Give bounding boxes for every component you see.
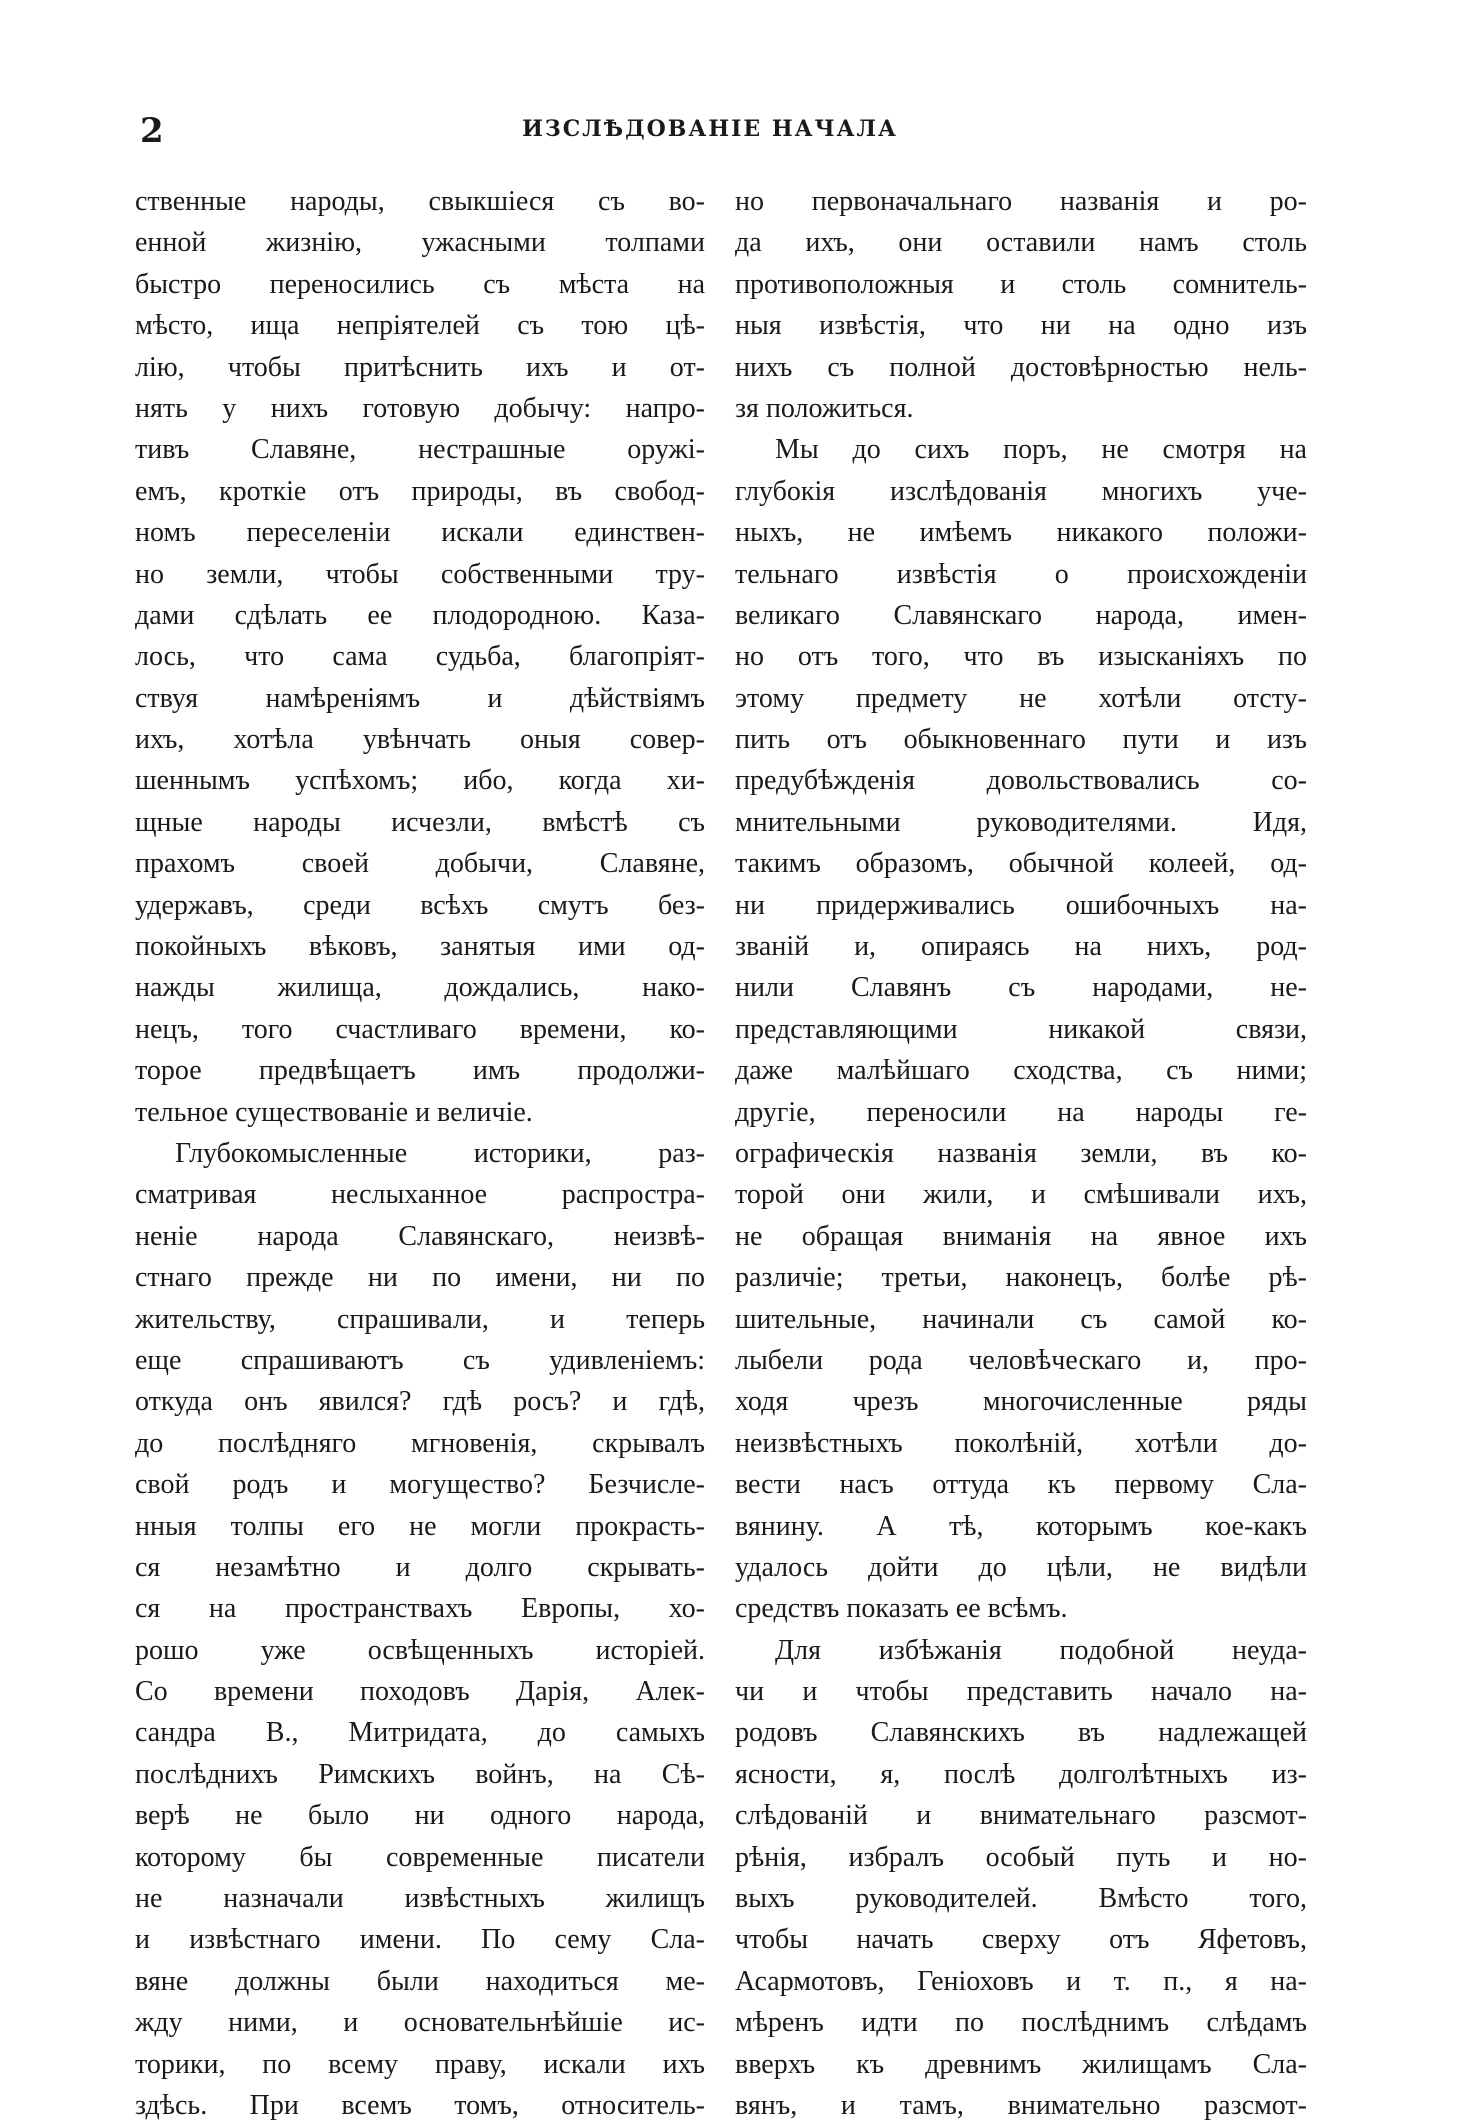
text-line: жительству, спрашивали, и теперь [135,1303,705,1335]
text-line: нять у нихъ готовую добычу: напро- [135,392,705,424]
text-line: здѣсь. При всемъ томъ, относитель- [135,2089,705,2121]
text-line: ныя извѣстія, что ни на одно изъ [735,310,1307,342]
text-line: нажды жилища, дождались, нако- [135,972,705,1004]
text-line: представляющими никакой связи, [735,1013,1307,1045]
text-line: ходя чрезъ многочисленные ряды [735,1386,1307,1418]
text-line: мнительными руководителями. Идя, [735,806,1307,838]
text-line: сматривая неслыханное распростра- [135,1179,705,1211]
text-line: чтобы начать сверху отъ Яфетовъ, [735,1924,1307,1956]
text-line: вяне должны были находиться ме- [135,1965,705,1997]
text-line: откуда онъ явился? гдѣ росъ? и гдѣ, [135,1386,705,1418]
text-line: родовъ Славянскихъ въ надлежащей [735,1717,1307,1749]
text-line: слѣдованій и внимательнаго разсмот- [735,1800,1307,1832]
text-line: нихъ съ полной достовѣрностью нель- [735,351,1307,383]
text-line: и извѣстнаго имени. По сему Сла- [135,1924,705,1956]
text-line: удалось дойти до цѣли, не видѣли [735,1551,1307,1583]
text-line: покойныхъ вѣковъ, занятыя ими од- [135,931,705,963]
text-line: быстро переносились съ мѣста на [135,268,705,300]
text-line: рошо уже освѣщенныхъ исторіей. [135,1634,705,1666]
text-line: нныя толпы его не могли прокрасть- [135,1510,705,1542]
text-line: лію, чтобы притѣснить ихъ и от- [135,351,705,383]
text-line: свой родъ и могущество? Безчисле- [135,1469,705,1501]
text-line: вверхъ къ древнимъ жилищамъ Сла- [735,2048,1307,2080]
right-text-column [735,181,1307,2126]
text-line: великаго Славянскаго народа, имен- [735,599,1307,631]
text-line: зя положиться. [735,392,914,424]
text-line: ствуя намѣреніямъ и дѣйствіямъ [135,682,705,714]
text-line: но отъ того, что въ изысканіяхъ по [735,641,1307,673]
text-line: ихъ, хотѣла увѣнчать оныя совер- [135,724,705,756]
text-line: шеннымъ успѣхомъ; ибо, когда хи- [135,765,705,797]
text-line: стнаго прежде ни по имени, ни по [135,1262,705,1294]
text-line: такимъ образомъ, обычной колеей, од- [735,848,1307,880]
text-line: лыбели рода человѣческаго и, про- [735,1344,1307,1376]
text-line: удержавъ, среди всѣхъ смутъ без- [135,889,705,921]
text-line: чи и чтобы представить начало на- [735,1676,1307,1708]
text-line: не назначали извѣстныхъ жилищъ [135,1883,705,1915]
text-line: пить отъ обыкновеннаго пути и изъ [735,724,1307,756]
text-line: вянину. А тѣ, которымъ кое-какъ [735,1510,1307,1542]
text-line: званій и, опираясь на нихъ, род- [735,931,1307,963]
text-line: еще спрашиваютъ съ удивленіемъ: [135,1344,705,1376]
left-text-column [135,181,705,2126]
text-line: тельное существованіе и величіе. [135,1096,533,1128]
running-head: ИЗСЛѢДОВАНІЕ НАЧАЛА [522,116,898,142]
text-line: прахомъ своей добычи, Славяне, [135,848,705,880]
text-line: Для избѣжанія подобной неуда- [775,1634,1307,1666]
text-line: енной жизнію, ужасными толпами [135,227,705,259]
text-line: предубѣжденія довольствовались со- [735,765,1307,797]
text-line: глубокія изслѣдованія многихъ уче- [735,475,1307,507]
text-line: Асармотовъ, Геніоховъ и т. п., я на- [735,1965,1307,1997]
text-line: другіе, переносили на народы ге- [735,1096,1307,1128]
text-line: различіе; третьи, наконецъ, болѣе рѣ- [735,1262,1307,1294]
text-line: лось, что сама судьба, благопріят- [135,641,705,673]
text-line: ся незамѣтно и долго скрывать- [135,1551,705,1583]
text-line: щные народы исчезли, вмѣстѣ съ [135,806,705,838]
text-line: средствъ показать ее всѣмъ. [735,1593,1068,1625]
text-line: до послѣдняго мгновенія, скрывалъ [135,1427,705,1459]
text-line: этому предмету не хотѣли отсту- [735,682,1307,714]
text-line: Глубокомысленные историки, раз- [175,1137,705,1169]
text-line: да ихъ, они оставили намъ столь [735,227,1307,259]
text-line: Со времени походовъ Дарія, Алек- [135,1676,705,1708]
text-line: неизвѣстныхъ поколѣній, хотѣли до- [735,1427,1307,1459]
text-line: которому бы современные писатели [135,1841,705,1873]
text-line: послѣднихъ Римскихъ войнъ, на Сѣ- [135,1758,705,1790]
text-line: ственные народы, свыкшіеся съ во- [135,186,705,217]
text-line: жду ними, и основательнѣйшіе ис- [135,2007,705,2039]
text-line: тельнаго извѣстія о происхожденіи [735,558,1307,590]
text-line: даже малѣйшаго сходства, съ ними; [735,1055,1307,1087]
text-line: нили Славянъ съ народами, не- [735,972,1307,1004]
text-line: ни придерживались ошибочныхъ на- [735,889,1307,921]
text-line: емъ, кроткіе отъ природы, въ свобод- [135,475,705,507]
text-line: рѣнія, избралъ особый путь и но- [735,1841,1307,1873]
text-line: но земли, чтобы собственными тру- [135,558,705,590]
text-line: Мы до сихъ поръ, не смотря на [775,434,1307,466]
text-line: нецъ, того счастливаго времени, ко- [135,1013,705,1045]
text-line: ографическія названія земли, въ ко- [735,1137,1307,1169]
text-line: ныхъ, не имѣемъ никакого положи- [735,517,1307,549]
text-line: дами сдѣлать ее плодородною. Каза- [135,599,705,631]
text-line: номъ переселеніи искали единствен- [135,517,705,549]
text-line: не обращая вниманія на явное ихъ [735,1220,1307,1252]
text-line: выхъ руководителей. Вмѣсто того, [735,1883,1307,1915]
text-line: торое предвѣщаетъ имъ продолжи- [135,1055,705,1087]
text-line: но первоначальнаго названія и ро- [735,186,1307,217]
text-line: сандра В., Митридата, до самыхъ [135,1717,705,1749]
text-line: ся на пространствахъ Европы, хо- [135,1593,705,1625]
text-line: противоположныя и столь сомнитель- [735,268,1307,300]
text-line: ясности, я, послѣ долголѣтныхъ из- [735,1758,1307,1790]
text-line: вянъ, и тамъ, внимательно разсмот- [735,2089,1307,2121]
text-line: вести насъ оттуда къ первому Сла- [735,1469,1307,1501]
text-line: тивъ Славяне, нестрашные оружі- [135,434,705,466]
text-line: неніе народа Славянскаго, неизвѣ- [135,1220,705,1252]
text-line: торой они жили, и смѣшивали ихъ, [735,1179,1307,1211]
text-line: шительные, начинали съ самой ко- [735,1303,1307,1335]
page-number: 2 [140,111,164,151]
text-line: верѣ не было ни одного народа, [135,1800,705,1832]
text-line: торики, по всему праву, искали ихъ [135,2048,705,2080]
text-line: мѣсто, ища непріятелей съ тою цѣ- [135,310,705,342]
text-line: мѣренъ идти по послѣднимъ слѣдамъ [735,2007,1307,2039]
